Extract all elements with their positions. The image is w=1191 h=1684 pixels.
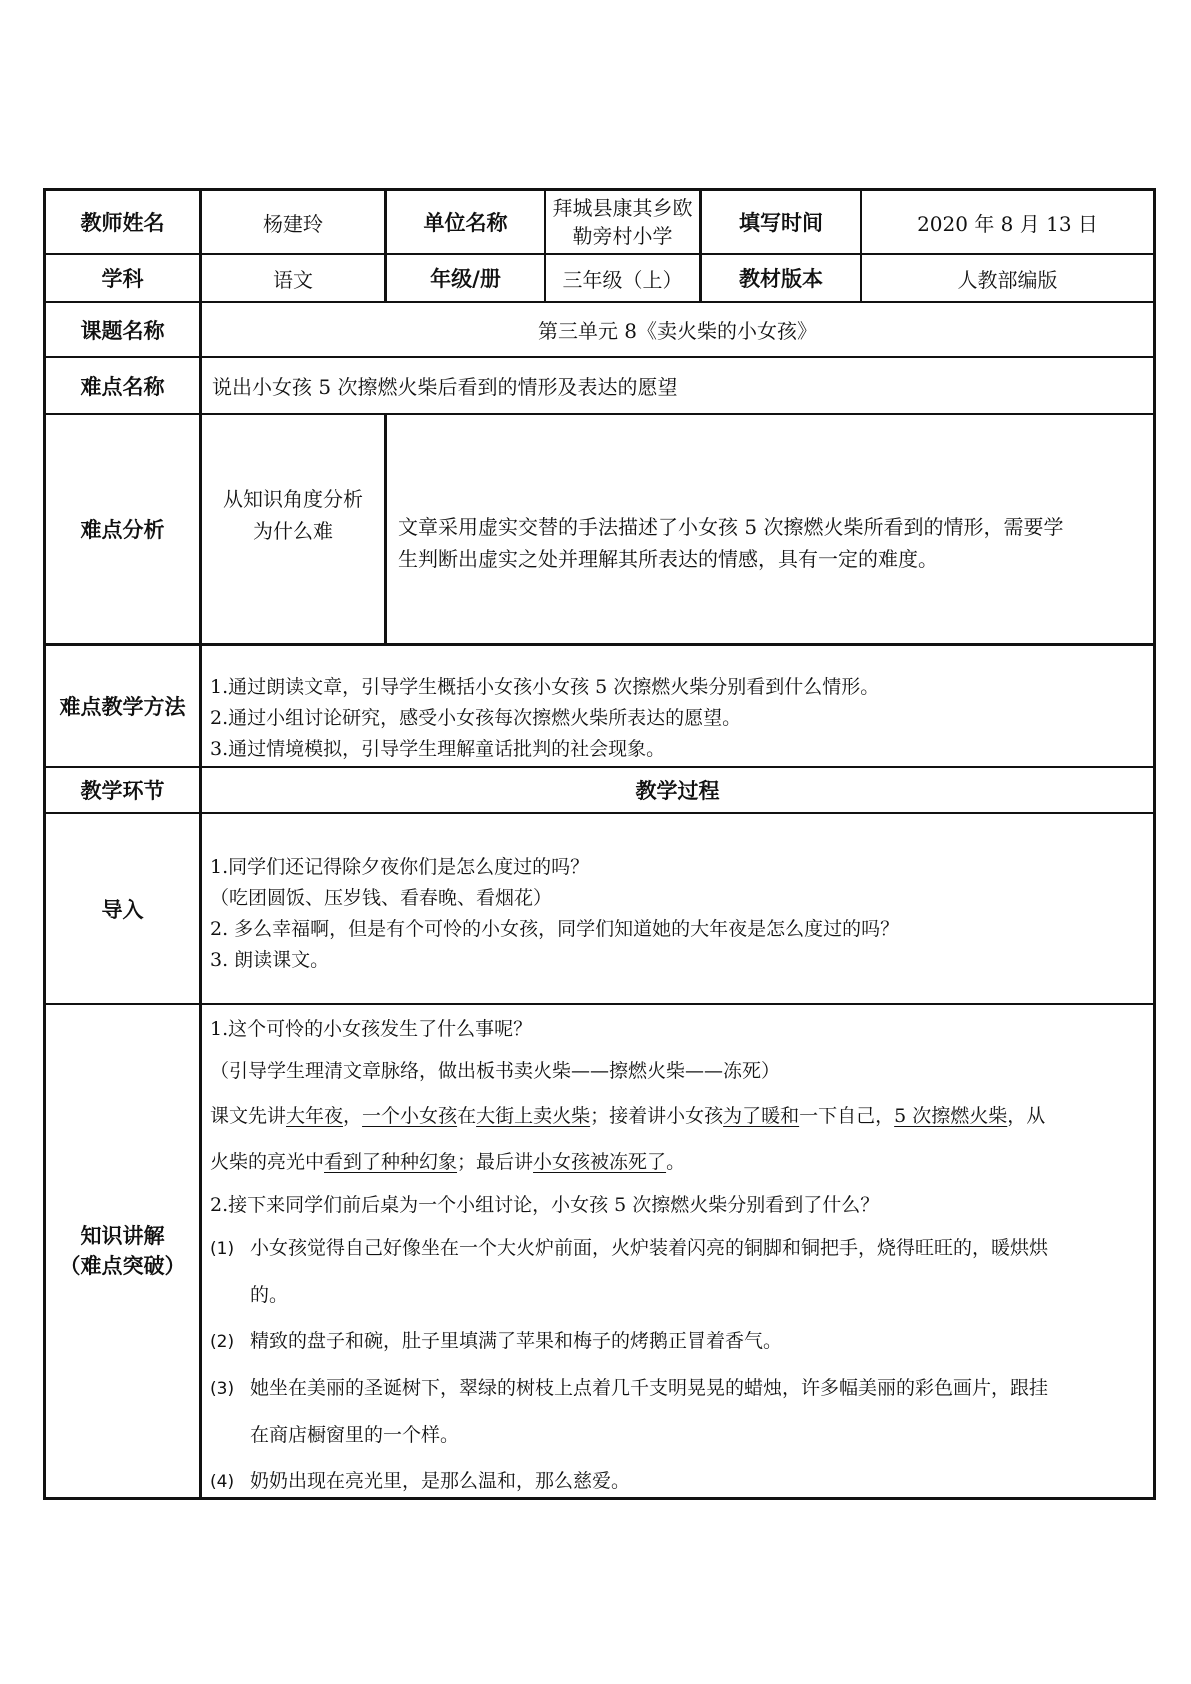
summary-text: ；最后讲 [457,1151,534,1173]
teacher-label: 教师姓名 [80,211,165,235]
summary-text: 一下自己， [799,1105,895,1127]
summary-underlined: 小女孩被冻死了 [533,1151,667,1173]
summary-underlined: 看到了种种幻象 [324,1151,458,1173]
method-label: 难点教学方法 [59,695,186,719]
vision-text: 奶奶出现在亮光里，是那么温和，那么慈爱。 [250,1470,631,1492]
vision-text: 在商店橱窗里的一个样。 [250,1424,460,1446]
knowledge-label-line1: 知识讲解 [80,1224,165,1248]
unit-value-line1: 拜城县康其乡欧 [552,196,693,220]
date-value: 2020 年 8 月 13 日 [917,211,1098,236]
method-item: 3.通过情境模拟，引导学生理解童话批判的社会现象。 [210,738,666,760]
col-divider [199,191,202,1497]
vision-number: (3) [210,1379,235,1399]
col-divider [384,413,387,643]
edition-label: 教材版本 [739,267,823,291]
method-list [210,672,1150,765]
analysis-text-line1: 文章采用虚实交替的手法描述了小女孩 5 次擦燃火柴所看到的情形，需要学 [398,515,1064,539]
analysis-label: 难点分析 [80,518,165,542]
analysis-sub-label-line1: 从知识角度分析 [223,487,363,511]
knowledge-q1: 1.这个可怜的小女孩发生了什么事呢？ [210,1018,533,1040]
vision-item [210,1458,1150,1505]
difficulty-value: 说出小女孩 5 次擦燃火柴后看到的情形及表达的愿望 [212,375,678,399]
summary-text: 课文先讲 [210,1105,287,1127]
grade-value: 三年级（上） [562,267,683,292]
topic-value: 第三单元 8《卖火柴的小女孩》 [537,319,818,343]
unit-label: 单位名称 [423,211,508,235]
process-header-label: 教学环节 [80,779,165,803]
intro-label: 导入 [101,897,144,922]
summary-underlined: 大年夜 [286,1105,344,1127]
row-divider [46,643,1153,646]
method-item: 2.通过小组讨论研究，感受小女孩每次擦燃火柴所表达的愿望。 [210,707,742,729]
summary-underlined: 一个小女孩 [362,1105,458,1127]
row-divider [46,812,1153,814]
subject-label: 学科 [101,267,144,291]
summary-underlined: 大街上卖火柴 [476,1105,591,1127]
summary-underlined: 为了暖和 [723,1105,800,1127]
intro-line: 2. 多么幸福啊，但是有个可怜的小女孩，同学们知道她的大年夜是怎么度过的吗？ [210,918,900,940]
vision-text: 的。 [250,1284,289,1306]
summary-text: 在 [457,1105,477,1127]
vision-number: (4) [210,1472,235,1492]
process-header-value: 教学过程 [635,779,720,803]
difficulty-label: 难点名称 [80,374,165,399]
analysis-text-line2: 生判断出虚实之处并理解其所表达的情感，具有一定的难度。 [398,547,938,571]
vision-number: (2) [210,1332,235,1352]
analysis-sub-label [202,415,384,615]
subject-value: 语文 [273,267,313,292]
knowledge-text [210,1009,1150,1505]
vision-item-cont [210,1272,1150,1318]
vision-text: 她坐在美丽的圣诞树下，翠绿的树枝上点着几千支明晃晃的蜡烛，许多幅美丽的彩色画片，跟挂 [250,1377,1049,1399]
summary-underlined: 5 次擦燃火柴 [894,1105,1008,1127]
vision-item [210,1365,1150,1412]
method-item: 1.通过朗读文章，引导学生概括小女孩小女孩 5 次擦燃火柴分别看到什么情形。 [210,676,880,698]
summary-text: ，从 [1007,1105,1046,1127]
intro-line: （吃团圆饭、压岁钱、看春晚、看烟花） [210,887,553,909]
teacher-value: 杨建玲 [263,211,323,236]
edition-value: 人教部编版 [957,267,1058,292]
summary-text: 火柴的亮光中 [210,1151,325,1173]
analysis-sub-label-line2: 为什么难 [253,519,333,543]
topic-label: 课题名称 [80,318,165,343]
intro-text [210,852,1150,976]
unit-value [546,191,699,253]
summary-text: ， [343,1105,363,1127]
analysis-text [398,511,1153,575]
summary-text: ；接着讲小女孩 [590,1105,724,1127]
knowledge-q2: 2.接下来同学们前后桌为一个小组讨论，小女孩 5 次擦燃火柴分别看到了什么？ [210,1194,880,1216]
row-divider [46,1003,1153,1005]
knowledge-label [46,1005,199,1497]
intro-line: 1.同学们还记得除夕夜你们是怎么度过的吗？ [210,856,590,878]
lesson-plan-table [43,188,1156,1500]
knowledge-summary-cont [210,1139,1150,1185]
date-label: 填写时间 [739,211,823,235]
vision-number: (1) [210,1239,235,1259]
vision-text: 小女孩觉得自己好像坐在一个大火炉前面，火炉装着闪亮的铜脚和铜把手，烧得旺旺的，暖烘烘 [250,1237,1049,1259]
vision-text: 精致的盘子和碗，肚子里填满了苹果和梅子的烤鹅正冒着香气。 [250,1330,783,1352]
vision-item-cont [210,1412,1150,1458]
summary-text: 。 [666,1151,686,1173]
knowledge-summary [210,1093,1150,1139]
intro-line: 3. 朗读课文。 [210,949,330,971]
vision-item [210,1318,1150,1365]
vision-item [210,1225,1150,1272]
grade-label: 年级/册 [430,267,501,291]
knowledge-label-line2: （难点突破） [59,1254,186,1278]
unit-value-line2: 勒旁村小学 [572,224,673,248]
knowledge-q1-note: （引导学生理清文章脉络，做出板书卖火柴——擦燃火柴——冻死） [210,1060,781,1082]
